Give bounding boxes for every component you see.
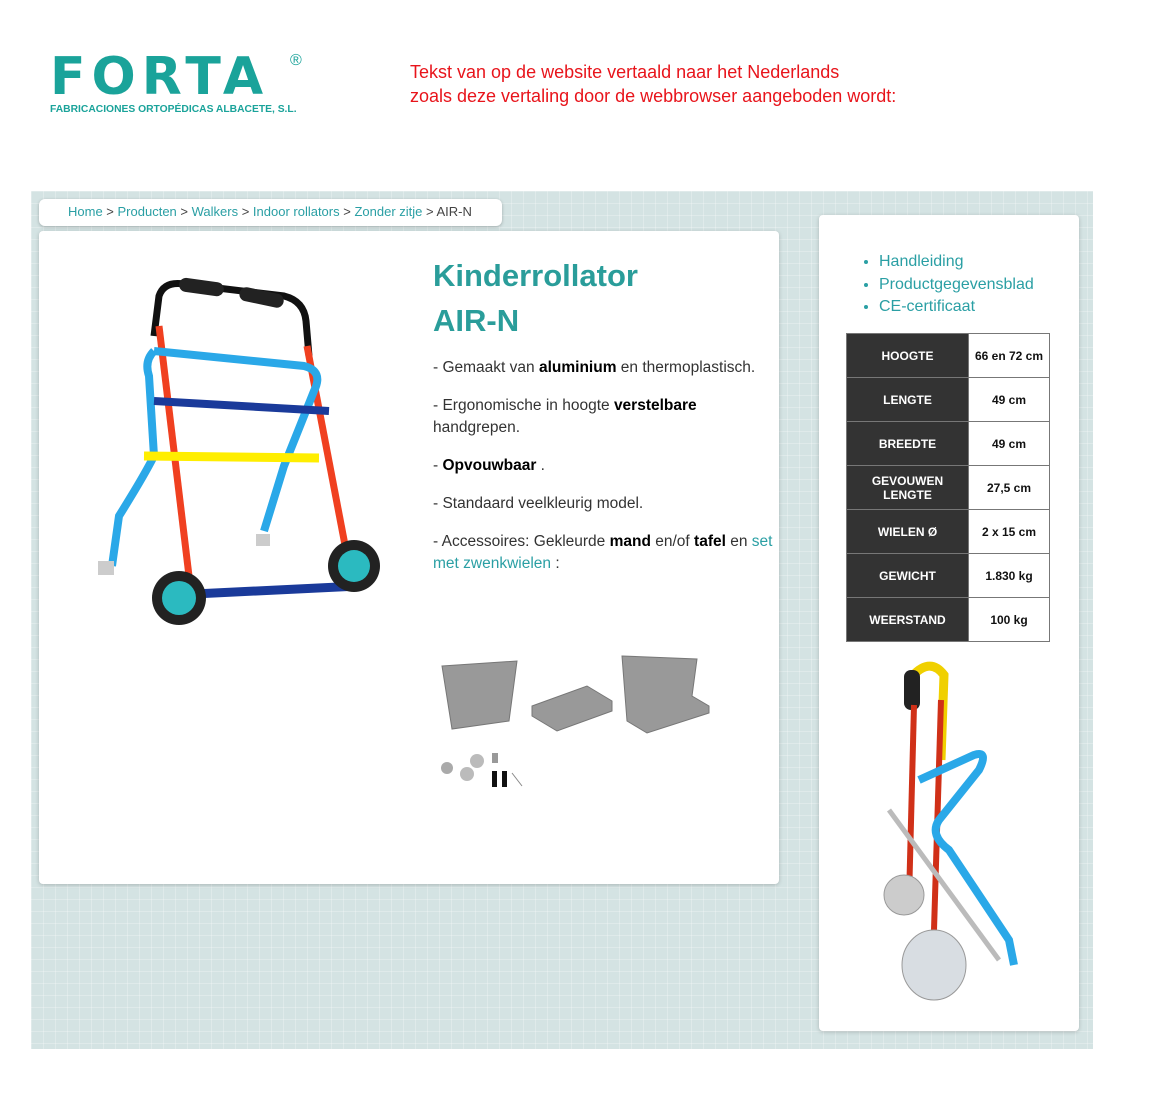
feature-handles: - Ergonomische in hoogte verstelbare handgrepen.	[433, 397, 697, 436]
forta-logo: FORTA ® FABRICACIONES ORTOPÉDICAS ALBACETE, S.L.	[50, 47, 302, 115]
feature-material: - Gemaakt van aluminium en thermoplastisch.	[433, 359, 756, 376]
breadcrumb-producten[interactable]: Producten	[117, 204, 177, 219]
table-image	[532, 686, 612, 731]
folded-walker-image[interactable]	[879, 660, 1029, 1010]
breadcrumb-zonder-zitje[interactable]: Zonder zitje	[354, 204, 423, 219]
link-ce-certificaat[interactable]: • CE-certificaat	[879, 296, 1034, 319]
document-links	[879, 251, 1034, 319]
specs-panel	[819, 215, 1079, 1031]
table-row: HOOGTE 66 en 72 cm	[847, 334, 1050, 378]
product-title: Kinderrollator AIR-N	[433, 258, 638, 338]
spec-table	[846, 333, 1050, 642]
swivel-wheels-link[interactable]: set met zwenkwielen	[433, 533, 773, 572]
basket-image	[442, 661, 517, 729]
feature-foldable: - Opvouwbaar .	[433, 457, 545, 474]
translation-note: Tekst van op de website vertaald naar het Nederlands zoals deze vertaling door de webbrowser aangeboden wordt:	[410, 62, 897, 106]
breadcrumb: Home > Producten > Walkers > Indoor rollators > Zonder zitje > AIR-N	[39, 199, 502, 226]
table-row: LENGTE 49 cm	[847, 378, 1050, 422]
accessory-images[interactable]	[437, 651, 727, 796]
breadcrumb-home[interactable]: Home	[68, 204, 103, 219]
breadcrumb-current: AIR-N	[436, 204, 472, 219]
breadcrumb-indoor-rollators[interactable]: Indoor rollators	[252, 204, 340, 219]
feature-model: - Standaard veelkleurig model.	[433, 495, 644, 512]
feature-accessories: - Accessoires: Gekleurde mand en/of tafel en set met zwenkwielen :	[433, 533, 773, 572]
table-row: BREEDTE 49 cm	[847, 422, 1050, 466]
link-handleiding[interactable]: • Handleiding	[879, 251, 1034, 274]
table-row: WEERSTAND 100 kg	[847, 598, 1050, 642]
swivel-wheel-set-image	[441, 753, 522, 787]
table-row: WIELEN Ø 2 x 15 cm	[847, 510, 1050, 554]
basket-table-image	[622, 656, 709, 733]
product-panel	[39, 231, 779, 884]
breadcrumb-walkers[interactable]: Walkers	[191, 204, 239, 219]
table-row: GEWICHT 1.830 kg	[847, 554, 1050, 598]
product-description	[433, 357, 773, 591]
product-image-walker[interactable]	[94, 276, 394, 646]
table-row: GEVOUWEN LENGTE 27,5 cm	[847, 466, 1050, 510]
link-productgegevensblad[interactable]: • Productgegevensblad	[879, 274, 1034, 297]
